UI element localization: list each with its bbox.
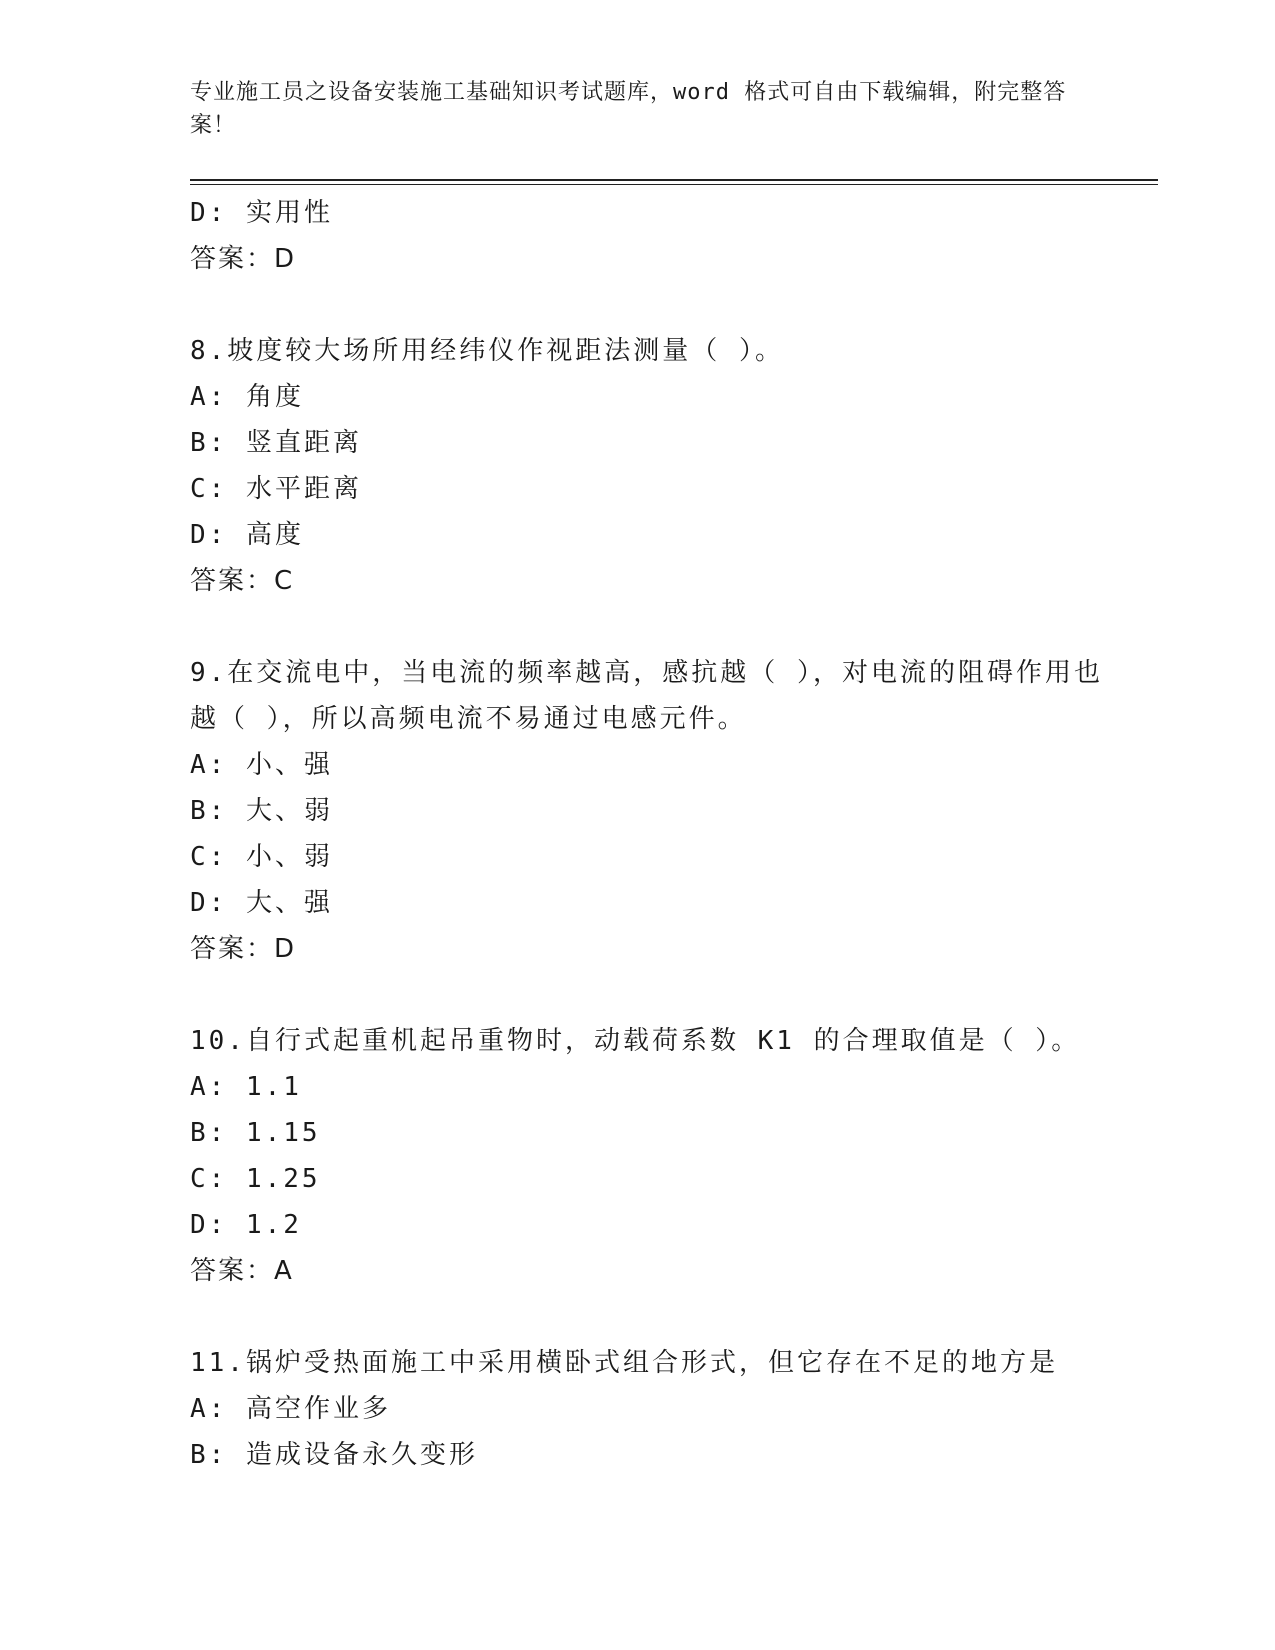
header-rule-thin — [190, 184, 1158, 185]
option-b: B: 大、弱 — [190, 796, 333, 826]
option-d: D: 大、强 — [190, 888, 333, 918]
question-text: 11.锅炉受热面施工中采用横卧式组合形式，但它存在不足的地方是 — [190, 1348, 1058, 1378]
option-a: A: 小、强 — [190, 750, 333, 780]
header-rule-thick — [190, 179, 1158, 181]
question-8 — [190, 328, 1110, 604]
option-d: D: 1.2 — [190, 1210, 302, 1240]
answer-line: 答案：D — [190, 244, 297, 274]
question-10 — [190, 1018, 1110, 1294]
option-c: C: 1.25 — [190, 1164, 321, 1194]
option-a: A: 角度 — [190, 382, 304, 412]
option-a: A: 1.1 — [190, 1072, 302, 1102]
answer-line: 答案：D — [190, 934, 297, 964]
answer-line: 答案：A — [190, 1256, 294, 1286]
question-text: 9.在交流电中，当电流的频率越高，感抗越（ ），对电流的阻碍作用也越（ ），所以高频电流不易通过电感元件。 — [190, 658, 1103, 734]
question-9 — [190, 650, 1110, 972]
previous-question-tail — [190, 190, 1110, 282]
question-text: 8.坡度较大场所用经纬仪作视距法测量（ ）。 — [190, 336, 784, 366]
option-b: B: 竖直距离 — [190, 428, 362, 458]
option-b: B: 1.15 — [190, 1118, 321, 1148]
option-d: D: 实用性 — [190, 198, 333, 228]
document-title: 专业施工员之设备安装施工基础知识考试题库，word 格式可自由下载编辑，附完整答案！ — [190, 80, 1067, 138]
option-d: D: 高度 — [190, 520, 304, 550]
question-11 — [190, 1340, 1110, 1478]
option-a: A: 高空作业多 — [190, 1394, 391, 1424]
question-text: 10.自行式起重机起吊重物时，动载荷系数 K1 的合理取值是（ ）。 — [190, 1026, 1081, 1056]
option-c: C: 水平距离 — [190, 474, 362, 504]
option-b: B: 造成设备永久变形 — [190, 1440, 478, 1470]
answer-line: 答案：C — [190, 566, 295, 596]
question-list — [190, 190, 1110, 1478]
option-c: C: 小、弱 — [190, 842, 333, 872]
document-header — [190, 76, 1070, 142]
